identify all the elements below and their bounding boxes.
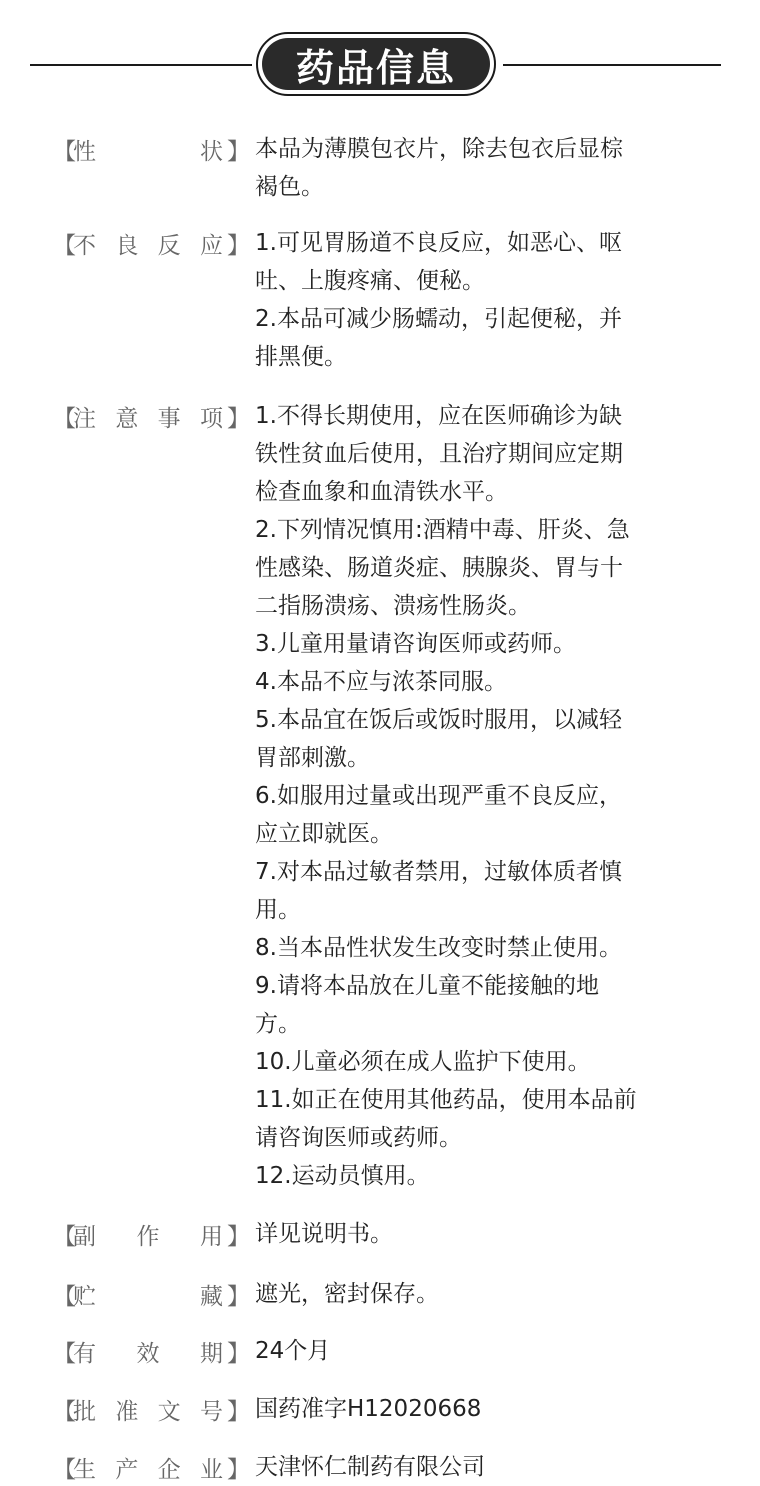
info-label <box>53 1275 250 1313</box>
value-line: 褐色。 <box>255 174 324 200</box>
value-line: 吐、上腹疼痛、便秘。 <box>255 268 485 294</box>
value-line: 胃部刺激。 <box>255 745 370 771</box>
value-line: 4.本品不应与浓茶同服。 <box>255 669 507 695</box>
label-bracket-close: 】 <box>227 405 250 432</box>
value-line: 11.如正在使用其他药品，使用本品前 <box>255 1087 637 1113</box>
info-value <box>255 1275 695 1313</box>
value-line: 2.下列情况慎用:酒精中毒、肝炎、急 <box>255 517 630 543</box>
label-bracket-open: 【 <box>53 232 76 259</box>
info-label <box>53 1390 250 1428</box>
info-value <box>255 1215 695 1253</box>
info-label <box>53 397 250 435</box>
label-bracket-open: 【 <box>53 1340 76 1367</box>
value-line: 请咨询医师或药师。 <box>255 1125 462 1151</box>
label-bracket-close: 】 <box>227 232 250 259</box>
value-line: 遮光，密封保存。 <box>255 1281 439 1307</box>
value-line: 排黑便。 <box>255 344 347 370</box>
info-value <box>255 1390 695 1428</box>
info-label <box>53 1215 250 1253</box>
info-label <box>53 130 250 168</box>
value-line: 本品为薄膜包衣片，除去包衣后显棕 <box>255 136 623 162</box>
value-line: 9.请将本品放在儿童不能接触的地 <box>255 973 599 999</box>
value-line: 国药准字H12020668 <box>255 1396 482 1422</box>
value-line: 应立即就医。 <box>255 821 393 847</box>
value-line: 二指肠溃疡、溃疡性肠炎。 <box>255 593 531 619</box>
value-line: 检查血象和血清铁水平。 <box>255 479 508 505</box>
value-line: 天津怀仁制药有限公司 <box>255 1454 485 1480</box>
label-bracket-close: 】 <box>227 138 250 165</box>
page-title: 药品信息 <box>262 38 490 90</box>
header-rule-right <box>503 64 721 66</box>
value-line: 8.当本品性状发生改变时禁止使用。 <box>255 935 622 961</box>
label-text: 不 良 反 应 <box>73 232 223 259</box>
label-bracket-close: 】 <box>227 1283 250 1310</box>
value-line: 详见说明书。 <box>255 1221 393 1247</box>
value-line: 2.本品可减少肠蠕动，引起便秘，并 <box>255 306 622 332</box>
value-line: 6.如服用过量或出现严重不良反应， <box>255 783 622 809</box>
label-bracket-open: 【 <box>53 138 76 165</box>
label-text: 性 状 <box>73 138 223 165</box>
info-value <box>255 130 695 206</box>
value-line: 方。 <box>255 1011 301 1037</box>
value-line: 性感染、肠道炎症、胰腺炎、胃与十 <box>255 555 623 581</box>
value-line: 24个月 <box>255 1338 331 1364</box>
value-line: 铁性贫血后使用，且治疗期间应定期 <box>255 441 623 467</box>
header-rule-left <box>30 64 252 66</box>
label-bracket-close: 】 <box>227 1456 250 1483</box>
label-bracket-open: 【 <box>53 405 76 432</box>
label-text: 有 效 期 <box>73 1340 223 1367</box>
value-line: 12.运动员慎用。 <box>255 1163 430 1189</box>
label-bracket-open: 【 <box>53 1398 76 1425</box>
label-text: 批 准 文 号 <box>73 1398 223 1425</box>
title-badge <box>256 32 496 96</box>
label-bracket-close: 】 <box>227 1340 250 1367</box>
value-line: 10.儿童必须在成人监护下使用。 <box>255 1049 591 1075</box>
label-text: 生 产 企 业 <box>73 1456 223 1483</box>
label-bracket-open: 【 <box>53 1223 76 1250</box>
info-label <box>53 1448 250 1486</box>
value-line: 1.可见胃肠道不良反应，如恶心、呕 <box>255 230 622 256</box>
info-label <box>53 224 250 262</box>
label-bracket-close: 】 <box>227 1223 250 1250</box>
label-bracket-close: 】 <box>227 1398 250 1425</box>
label-text: 贮 藏 <box>73 1283 223 1310</box>
info-value <box>255 224 695 376</box>
info-value <box>255 397 695 1195</box>
value-line: 1.不得长期使用，应在医师确诊为缺 <box>255 403 622 429</box>
value-line: 7.对本品过敏者禁用，过敏体质者慎 <box>255 859 622 885</box>
label-text: 副 作 用 <box>73 1223 223 1250</box>
value-line: 5.本品宜在饭后或饭时服用，以减轻 <box>255 707 622 733</box>
label-bracket-open: 【 <box>53 1456 76 1483</box>
section-header <box>0 30 760 100</box>
label-text: 注 意 事 项 <box>73 405 223 432</box>
label-bracket-open: 【 <box>53 1283 76 1310</box>
info-value <box>255 1448 695 1486</box>
value-line: 用。 <box>255 897 301 923</box>
value-line: 3.儿童用量请咨询医师或药师。 <box>255 631 576 657</box>
info-label <box>53 1332 250 1370</box>
info-value <box>255 1332 695 1370</box>
